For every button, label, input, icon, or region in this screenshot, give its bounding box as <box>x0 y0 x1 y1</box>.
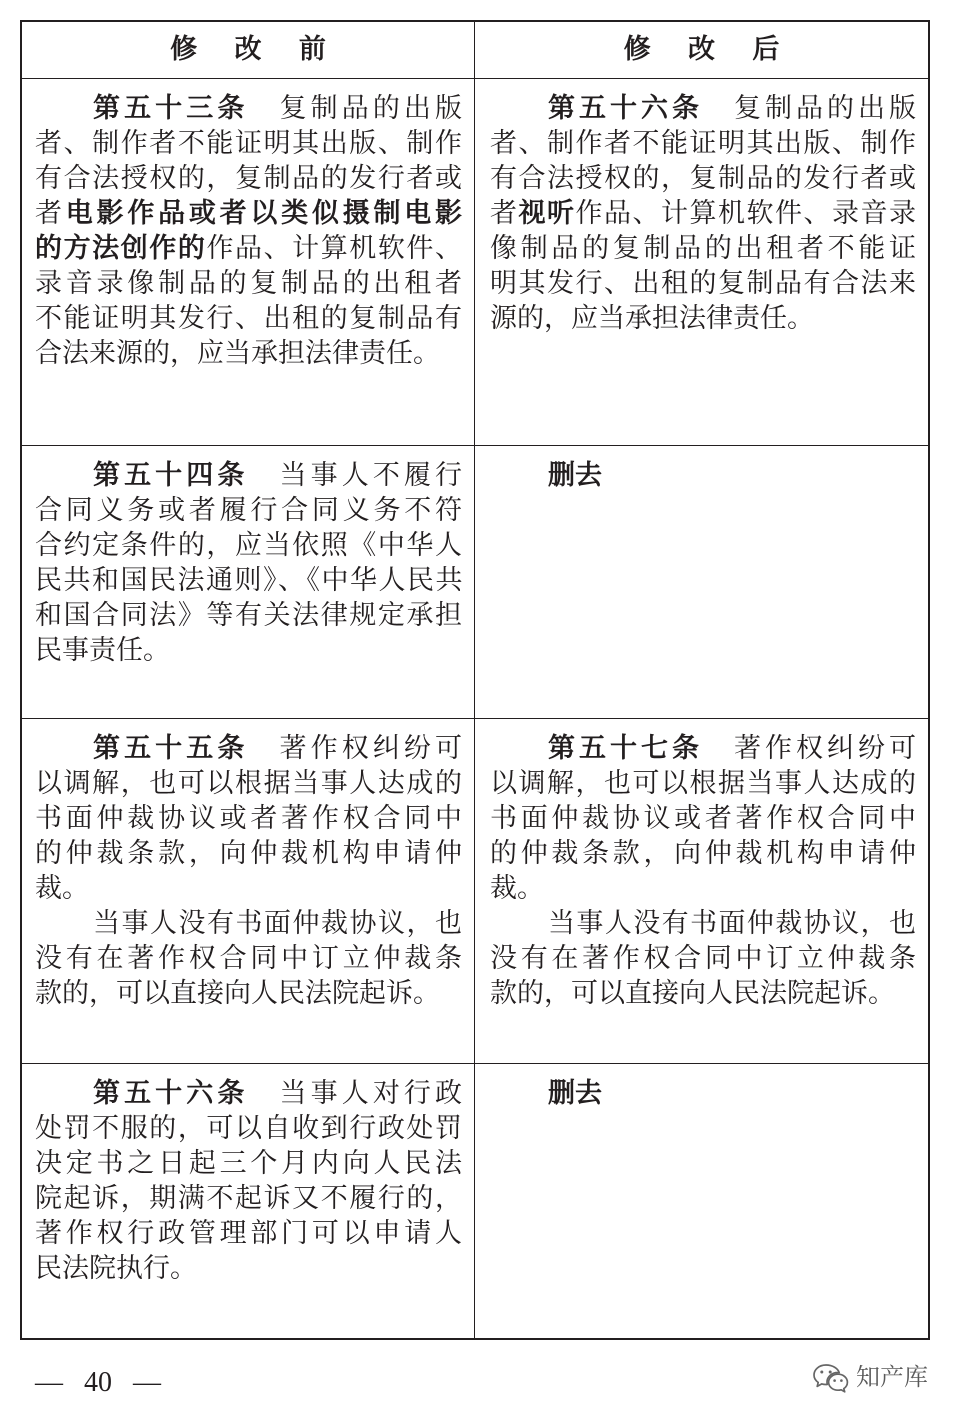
text-line: 民法院执行。 <box>35 1253 197 1284</box>
text-line: 款的，可以直接向人民法院起诉。 <box>490 978 895 1009</box>
text-line: 合约定条件的，应当依照《中华人 <box>35 530 462 561</box>
watermark-text: 知产库 <box>856 1363 928 1391</box>
amended-text: 电影作品或者以类似摄制电影 <box>65 198 463 229</box>
text-line: 以调解，也可以根据当事人达成的 <box>35 768 462 799</box>
after-cell <box>475 719 928 1063</box>
text-line: 的仲裁条款，向仲裁机构申请仲 <box>490 838 916 869</box>
article-row <box>22 445 928 718</box>
before-cell <box>22 79 475 445</box>
text-line: 的仲裁条款，向仲裁机构申请仲 <box>35 838 462 869</box>
text-line <box>35 458 462 493</box>
article-heading: 第五十六条 <box>93 1078 249 1109</box>
article-row <box>22 718 928 1063</box>
after-cell <box>475 1064 928 1338</box>
text-line <box>490 731 916 766</box>
text-line: 者、制作者不能证明其出版、制作 <box>35 128 462 159</box>
text-line <box>35 231 462 266</box>
before-cell <box>22 446 475 718</box>
text-line: 著作权行政管理部门可以申请人 <box>35 1218 462 1249</box>
header-after: 修 改 后 <box>623 34 780 65</box>
text-line: 和国合同法》等有关法律规定承担 <box>35 600 462 631</box>
text-run: 复制品的出版 <box>703 93 916 124</box>
text-line: 没有在著作权合同中订立仲裁条 <box>35 943 462 974</box>
text-line <box>490 196 916 231</box>
text-line: 民共和国民法通则》、《中华人民共 <box>35 565 462 596</box>
table-header-row <box>22 22 928 78</box>
text-line: 没有在著作权合同中订立仲裁条 <box>490 943 916 974</box>
text-line <box>490 91 916 126</box>
text-line: 录音录像制品的复制品的出租者 <box>35 268 462 299</box>
text-line: 合同义务或者履行合同义务不符 <box>35 495 462 526</box>
text-run: 作品、计算机软件、 <box>206 233 463 264</box>
wechat-icon <box>812 1361 850 1393</box>
text-line <box>35 1076 462 1111</box>
text-run: 者 <box>35 198 66 229</box>
text-line: 当事人没有书面仲裁协议，也 <box>93 908 462 939</box>
text-line: 像制品的复制品的出租者不能证 <box>490 233 916 264</box>
text-line: 有合法授权的，复制品的发行者或 <box>490 163 916 194</box>
text-line: 不能证明其发行、出租的复制品有 <box>35 303 462 334</box>
header-before: 修 改 前 <box>22 22 475 78</box>
text-run: 当事人对行政 <box>248 1078 463 1109</box>
text-run: 著作权纠纷可 <box>703 733 916 764</box>
page-number: — 40 — <box>35 1367 161 1398</box>
comparison-table <box>20 20 930 1340</box>
text-run: 者 <box>490 198 519 229</box>
text-run: 当事人不履行 <box>248 460 463 491</box>
text-line: 书面仲裁协议或者著作权合同中 <box>35 803 462 834</box>
article-row <box>22 78 928 445</box>
text-line: 民事责任。 <box>35 635 170 666</box>
after-cell <box>475 79 928 445</box>
after-cell <box>475 446 928 718</box>
article-heading: 第五十三条 <box>93 93 249 124</box>
text-line <box>490 458 916 493</box>
amended-text: 视听 <box>518 198 576 229</box>
text-line: 院起诉，期满不起诉又不履行的， <box>35 1183 462 1214</box>
article-heading: 第五十七条 <box>548 733 703 764</box>
text-line: 者、制作者不能证明其出版、制作 <box>490 128 916 159</box>
text-line: 裁。 <box>35 873 89 904</box>
text-line: 合法来源的，应当承担法律责任。 <box>35 338 440 369</box>
deleted-label: 删去 <box>548 460 602 491</box>
text-line: 款的，可以直接向人民法院起诉。 <box>35 978 440 1009</box>
amended-text: 的方法创作的 <box>35 233 207 264</box>
text-line: 处罚不服的，可以自收到行政处罚 <box>35 1113 462 1144</box>
article-heading: 第五十五条 <box>93 733 249 764</box>
text-line: 裁。 <box>490 873 544 904</box>
text-line <box>35 91 462 126</box>
text-line: 源的，应当承担法律责任。 <box>490 303 814 334</box>
text-line: 书面仲裁协议或者著作权合同中 <box>490 803 916 834</box>
deleted-label: 删去 <box>548 1078 602 1109</box>
article-heading: 第五十六条 <box>548 93 703 124</box>
article-heading: 第五十四条 <box>93 460 249 491</box>
text-run: 作品、计算机软件、录音录 <box>575 198 916 229</box>
before-cell <box>22 719 475 1063</box>
text-line <box>35 731 462 766</box>
article-row <box>22 1063 928 1338</box>
text-line: 决定书之日起三个月内向人民法 <box>35 1148 462 1179</box>
watermark <box>812 1360 928 1394</box>
text-line: 有合法授权的，复制品的发行者或 <box>35 163 462 194</box>
text-line <box>35 196 462 231</box>
text-run: 复制品的出版 <box>248 93 463 124</box>
text-line: 当事人没有书面仲裁协议，也 <box>548 908 916 939</box>
text-run: 著作权纠纷可 <box>248 733 463 764</box>
text-line <box>490 1076 916 1111</box>
text-line: 以调解，也可以根据当事人达成的 <box>490 768 916 799</box>
text-line: 明其发行、出租的复制品有合法来 <box>490 268 916 299</box>
before-cell <box>22 1064 475 1338</box>
